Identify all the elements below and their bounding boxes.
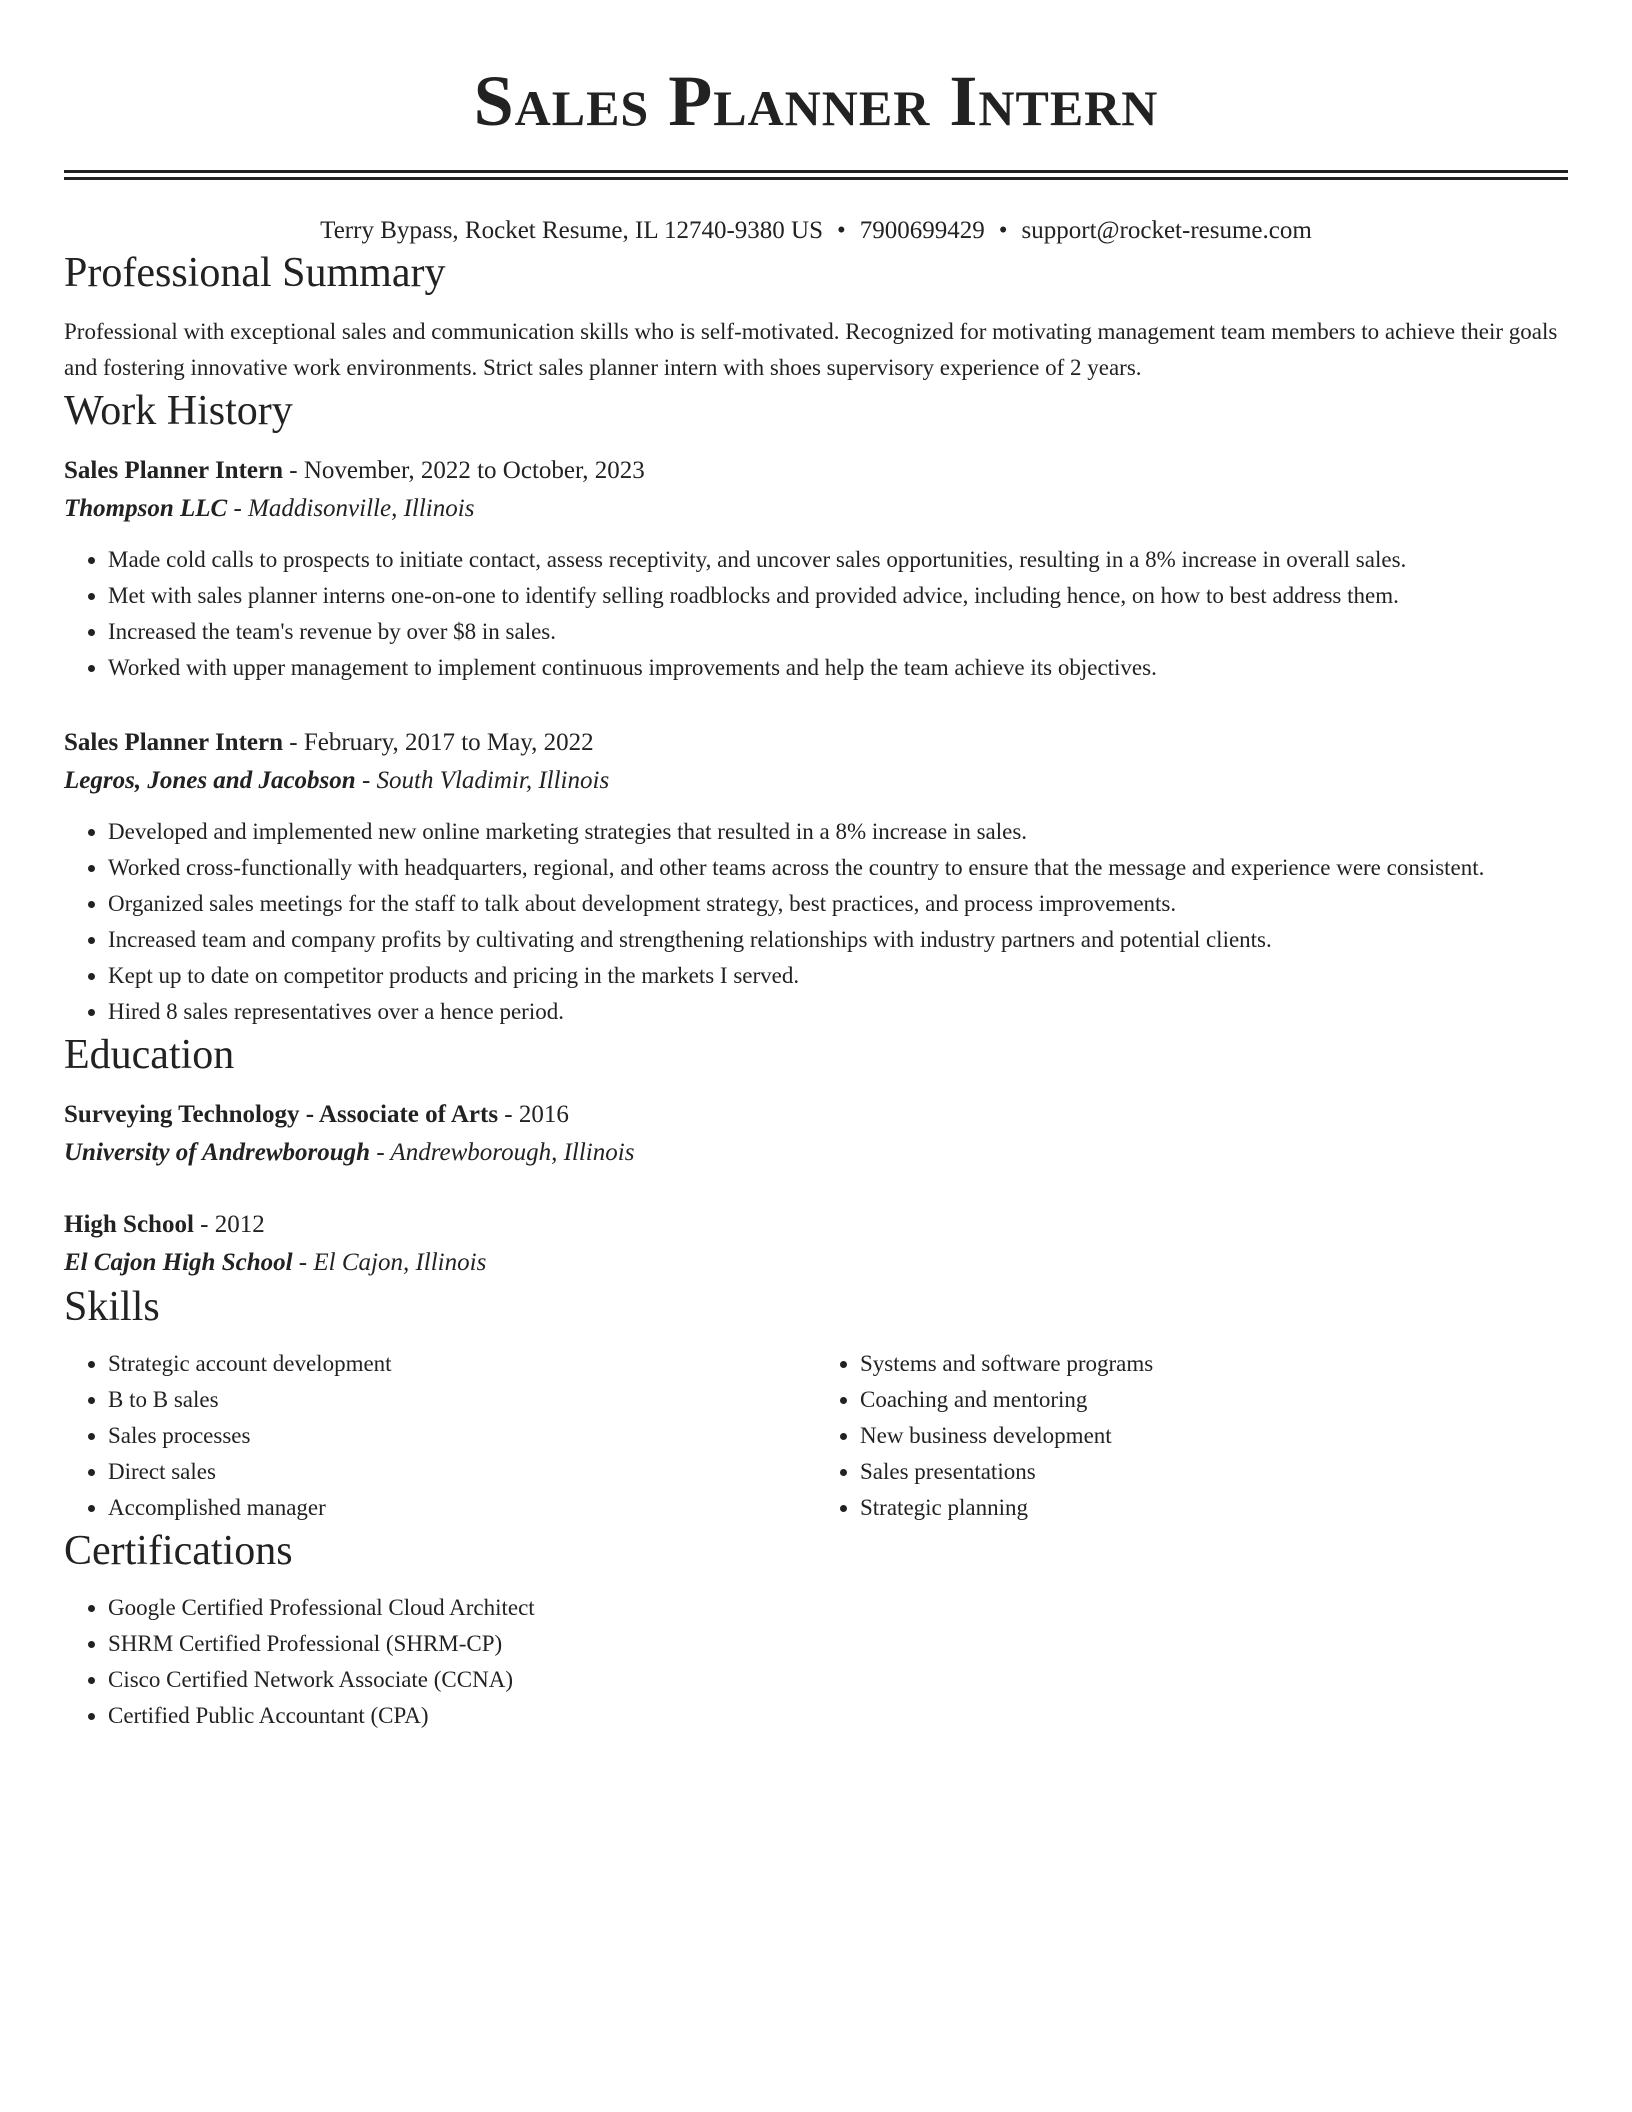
list-item: • Met with sales planner interns one-on-one to identify selling roadblocks and provided advice, including hence, on how to best address them.	[108, 578, 1568, 614]
job-title-line	[64, 452, 1568, 490]
job-company-line	[64, 490, 1568, 528]
list-item: • Cisco Certified Network Associate (CCNA)	[108, 1662, 1568, 1698]
job-company-line	[64, 762, 1568, 800]
job-dates: - February, 2017 to May, 2022	[283, 729, 594, 756]
list-item: • New business development	[860, 1418, 1568, 1454]
summary-text: Professional with exceptional sales and communication skills who is self-motivated. Recognized for motivating management team members to achieve their goals and fostering innovative work environments. Strict sales planner intern with shoes supervisory experience of 2 years.	[64, 319, 1558, 380]
contact-phone: 7900699429	[859, 217, 985, 244]
job-company: Legros, Jones and Jacobson	[64, 767, 356, 794]
title-double-rule	[64, 170, 1568, 180]
list-item: • Hired 8 sales representatives over a hence period.	[108, 994, 1568, 1030]
list-item: • SHRM Certified Professional (SHRM-CP)	[108, 1626, 1568, 1662]
education-entry	[64, 1096, 1568, 1172]
summary-heading: Professional Summary	[64, 250, 446, 296]
resume-title: Sales Planner Intern	[473, 61, 1159, 141]
job-bullets	[64, 542, 1568, 686]
education-entry	[64, 1206, 1568, 1282]
contact-line	[64, 214, 1568, 248]
education-school-line	[64, 1134, 1568, 1172]
skills-left-column	[64, 1346, 816, 1526]
list-item: • Sales processes	[108, 1418, 816, 1454]
education-degree: High School	[64, 1211, 194, 1238]
list-item: • Worked with upper management to implement continuous improvements and help the team achieve its objectives.	[108, 650, 1568, 686]
list-item: • Increased the team's revenue by over $8 in sales.	[108, 614, 1568, 650]
list-item: • Google Certified Professional Cloud Architect	[108, 1590, 1568, 1626]
certifications-list	[64, 1590, 1568, 1734]
education-location: - Andrewborough, Illinois	[370, 1139, 635, 1166]
education-location: - El Cajon, Illinois	[292, 1249, 487, 1276]
education-school: El Cajon High School	[64, 1249, 293, 1276]
list-item: • Sales presentations	[860, 1454, 1568, 1490]
list-item: • Worked cross-functionally with headquarters, regional, and other teams across the country to ensure that the message and experience were consistent.	[108, 850, 1568, 886]
work-history-heading: Work History	[64, 388, 293, 434]
job-company: Thompson LLC	[64, 495, 228, 522]
list-item: • Systems and software programs	[860, 1346, 1568, 1382]
list-item: • Certified Public Accountant (CPA)	[108, 1698, 1568, 1734]
job-entry	[64, 452, 1568, 686]
list-item: • Kept up to date on competitor products and pricing in the markets I served.	[108, 958, 1568, 994]
contact-separator: •	[998, 217, 1008, 244]
education-degree: Surveying Technology - Associate of Arts	[64, 1101, 499, 1128]
contact-address: Terry Bypass, Rocket Resume, IL 12740-9380 US	[320, 217, 823, 244]
education-school-line	[64, 1244, 1568, 1282]
certifications-heading: Certifications	[64, 1528, 293, 1574]
education-year: - 2012	[193, 1211, 265, 1238]
skills-right-column	[816, 1346, 1568, 1526]
job-location: - Maddisonville, Illinois	[227, 495, 475, 522]
education-school: University of Andrewborough	[64, 1139, 371, 1166]
list-item: • Direct sales	[108, 1454, 816, 1490]
job-entry	[64, 724, 1568, 1030]
job-dates: - November, 2022 to October, 2023	[283, 457, 645, 484]
skills-grid	[64, 1346, 1568, 1526]
list-item: • Developed and implemented new online marketing strategies that resulted in a 8% increase in sales.	[108, 814, 1568, 850]
list-item: • Strategic planning	[860, 1490, 1568, 1526]
list-item: • Increased team and company profits by cultivating and strengthening relationships with industry partners and potential clients.	[108, 922, 1568, 958]
education-degree-line	[64, 1206, 1568, 1244]
skills-heading: Skills	[64, 1284, 160, 1330]
job-title: Sales Planner Intern	[64, 457, 283, 484]
job-title: Sales Planner Intern	[64, 729, 283, 756]
list-item: • Coaching and mentoring	[860, 1382, 1568, 1418]
list-item: • Accomplished manager	[108, 1490, 816, 1526]
list-item: • Made cold calls to prospects to initiate contact, assess receptivity, and uncover sales opportunities, resulting in a 8% increase in overall sales.	[108, 542, 1568, 578]
list-item: • B to B sales	[108, 1382, 816, 1418]
contact-separator: •	[836, 217, 846, 244]
education-degree-line	[64, 1096, 1568, 1134]
job-title-line	[64, 724, 1568, 762]
job-location: - South Vladimir, Illinois	[355, 767, 610, 794]
education-heading: Education	[64, 1032, 235, 1078]
contact-email: support@rocket-resume.com	[1021, 217, 1312, 244]
list-item: • Strategic account development	[108, 1346, 816, 1382]
education-year: - 2016	[498, 1101, 569, 1128]
list-item: • Organized sales meetings for the staff to talk about development strategy, best practices, and process improvements.	[108, 886, 1568, 922]
job-bullets	[64, 814, 1568, 1030]
